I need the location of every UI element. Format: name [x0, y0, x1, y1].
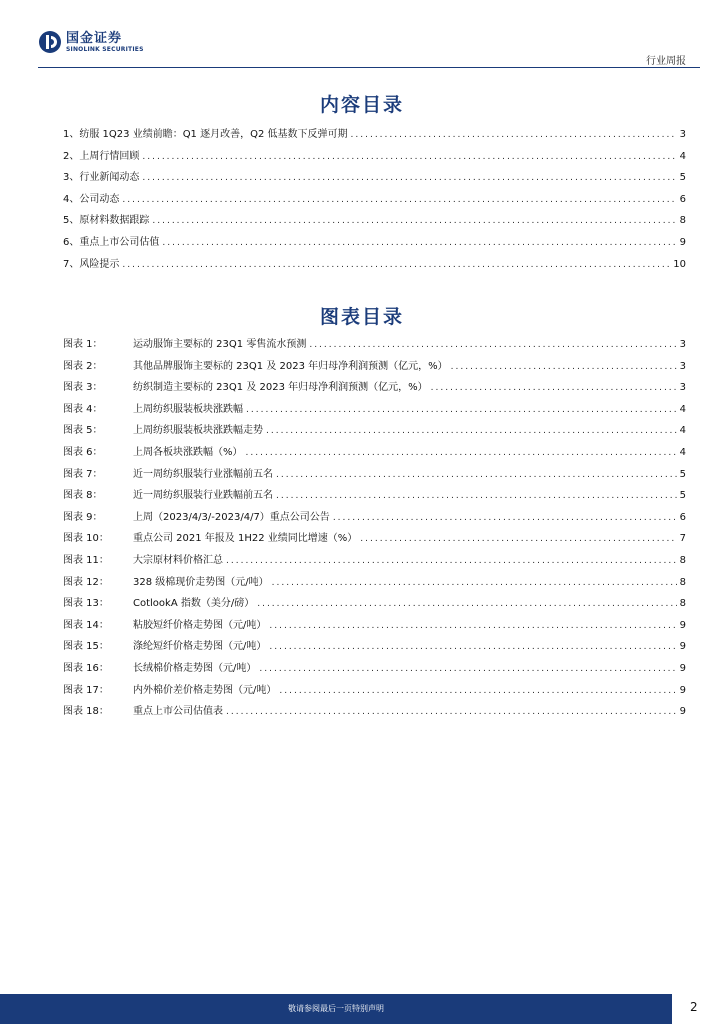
header-divider [38, 67, 700, 68]
toc-entry-text: 上周纺织服装板块涨跌幅 [133, 403, 243, 415]
toc-entry-text: 上周纺织服装板块涨跌幅走势 [133, 425, 263, 437]
toc-entry-label: 图表 11： [63, 554, 109, 566]
toc-entry[interactable] [63, 255, 686, 277]
toc-entry-label: 7、 [63, 258, 80, 270]
page-header [0, 0, 724, 70]
toc-entry[interactable] [63, 637, 686, 659]
toc-leader-dots [272, 578, 677, 588]
toc-entry[interactable] [63, 125, 686, 147]
toc-entry-label: 图表 5： [63, 425, 103, 437]
toc-entry[interactable] [63, 443, 686, 465]
toc-entry-label: 图表 15： [63, 641, 109, 653]
toc-entry-label: 图表 8： [63, 490, 103, 502]
toc-entry-text: 近一周纺织服装行业跌幅前五名 [133, 490, 273, 502]
toc-leader-dots [162, 238, 676, 248]
toc-entry-text: 大宗原材料价格汇总 [133, 554, 223, 566]
toc-leader-dots [246, 405, 677, 415]
toc-entry-text: 粘胶短纤价格走势图（元/吨） [133, 619, 267, 631]
toc-entry-page: 8 [679, 215, 686, 227]
toc-entry-page: 3 [679, 339, 686, 350]
toc-leader-dots [142, 152, 676, 162]
toc-entry-page: 5 [679, 490, 686, 502]
toc-entry[interactable] [63, 659, 686, 681]
toc-entry-label: 图表 1： [63, 339, 103, 350]
toc-leader-dots [142, 173, 676, 183]
toc-entry-page: 3 [679, 382, 686, 394]
toc-entry-page: 6 [679, 193, 686, 205]
toc-entry[interactable] [63, 400, 686, 422]
toc-entry-label: 图表 6： [63, 446, 103, 458]
toc-entry-text: 上周行情回顾 [79, 150, 140, 162]
toc-entry[interactable] [63, 190, 686, 212]
toc-leader-dots [431, 383, 677, 393]
toc-leader-dots [257, 599, 676, 609]
toc-entry-page: 4 [679, 150, 686, 162]
toc-leader-dots [226, 556, 677, 566]
toc-leader-dots [259, 664, 676, 674]
toc-entry-page: 9 [679, 236, 686, 248]
toc-entry-text: CotlookA 指数（美分/磅） [133, 598, 255, 610]
toc-entry-text: 328 级棉现价走势图（元/吨） [133, 576, 269, 588]
toc-entry[interactable] [63, 357, 686, 379]
toc-entry[interactable] [63, 702, 686, 724]
toc-entry-text: 公司动态 [79, 193, 120, 205]
toc-entry-label: 图表 3： [63, 382, 103, 394]
toc-entry-text: 行业新闻动态 [79, 172, 140, 184]
toc-entry-page: 9 [679, 706, 686, 718]
toc-entry[interactable] [63, 233, 686, 255]
toc-entry-label: 1、 [63, 129, 80, 140]
toc-entry-page: 9 [679, 684, 686, 696]
toc-leader-dots [333, 513, 677, 523]
toc-entry-label: 6、 [63, 236, 80, 248]
toc-entry[interactable] [63, 594, 686, 616]
toc-entry-page: 5 [679, 172, 686, 184]
toc-entry-page: 10 [673, 258, 686, 270]
report-type-label: 行业周报 [646, 56, 686, 67]
toc-leader-dots [226, 707, 677, 717]
toc-entry-text: 纺织制造主要标的 23Q1 及 2023 年归母净利润预测（亿元，%） [133, 382, 428, 394]
toc-entry-label: 图表 2： [63, 360, 103, 372]
toc-entry-text: 纺服 1Q23 业绩前瞻：Q1 逐月改善，Q2 低基数下反弹可期 [79, 129, 348, 140]
toc-leader-dots [266, 426, 677, 436]
toc-entry-page: 4 [679, 425, 686, 437]
sinolink-logo-icon [38, 30, 62, 54]
toc-leader-dots [309, 340, 676, 350]
toc-entry[interactable] [63, 616, 686, 638]
toc-entry[interactable] [63, 335, 686, 357]
toc-entry-text: 上周各板块涨跌幅（%） [133, 446, 243, 458]
toc-entry[interactable] [63, 465, 686, 487]
toc-entry-page: 9 [679, 662, 686, 674]
toc-entry-text: 其他品牌服饰主要标的 23Q1 及 2023 年归母净利润预测（亿元，%） [133, 360, 448, 372]
page-number: 2 [690, 1000, 698, 1014]
toc-entry-text: 重点上市公司估值 [79, 236, 160, 248]
toc-entry[interactable] [63, 168, 686, 190]
toc-leader-dots [152, 216, 676, 226]
toc-entry-text: 长绒棉价格走势图（元/吨） [133, 662, 257, 674]
company-logo [38, 30, 144, 54]
toc-entry[interactable] [63, 421, 686, 443]
toc-leader-dots [276, 470, 677, 480]
toc-leader-dots [279, 686, 676, 696]
toc-entry-label: 图表 4： [63, 403, 103, 415]
toc-entry-label: 4、 [63, 193, 80, 205]
toc-leader-dots [122, 260, 670, 270]
content-toc-title: 内容目录 [319, 94, 404, 116]
toc-entry[interactable] [63, 551, 686, 573]
toc-entry-label: 图表 7： [63, 468, 103, 480]
page-footer [0, 994, 724, 1024]
toc-entry-text: 近一周纺织服装行业涨幅前五名 [133, 468, 273, 480]
toc-entry-text: 重点公司 2021 年报及 1H22 业绩同比增速（%） [133, 533, 358, 545]
figure-toc-title: 图表目录 [319, 306, 404, 328]
toc-entry[interactable] [63, 508, 686, 530]
toc-entry[interactable] [63, 147, 686, 169]
toc-leader-dots [269, 642, 676, 652]
toc-entry-label: 图表 10： [63, 533, 109, 545]
toc-entry-text: 运动服饰主要标的 23Q1 零售流水预测 [133, 339, 307, 350]
toc-leader-dots [122, 195, 676, 205]
toc-entry[interactable] [63, 378, 686, 400]
figure-toc-list [63, 335, 686, 724]
logo-english-name: SINOLINK SECURITIES [66, 45, 144, 53]
toc-entry-text: 涤纶短纤价格走势图（元/吨） [133, 641, 267, 653]
footer-bar [0, 994, 672, 1024]
toc-entry-page: 8 [679, 598, 686, 610]
toc-entry-text: 原材料数据跟踪 [79, 215, 150, 227]
toc-entry-label: 图表 16： [63, 662, 109, 674]
toc-leader-dots [351, 130, 677, 140]
toc-entry-page: 5 [679, 468, 686, 480]
toc-entry-text: 风险提示 [79, 258, 120, 270]
toc-entry-page: 8 [679, 576, 686, 588]
toc-entry-page: 4 [679, 446, 686, 458]
toc-entry-label: 5、 [63, 215, 80, 227]
toc-entry[interactable] [63, 573, 686, 595]
toc-entry-label: 图表 14： [63, 619, 109, 631]
toc-leader-dots [246, 448, 677, 458]
toc-entry-text: 内外棉价差价格走势图（元/吨） [133, 684, 277, 696]
toc-entry-page: 3 [679, 360, 686, 372]
content-toc-list [63, 125, 686, 276]
toc-entry[interactable] [63, 681, 686, 703]
toc-entry-page: 7 [679, 533, 686, 545]
toc-entry-label: 图表 13： [63, 598, 109, 610]
toc-entry-text: 重点上市公司估值表 [133, 706, 223, 718]
toc-entry-label: 图表 18： [63, 706, 109, 718]
toc-entry-page: 6 [679, 511, 686, 523]
footer-disclaimer: 敬请参阅最后一页特别声明 [288, 1004, 384, 1013]
toc-entry[interactable] [63, 529, 686, 551]
toc-entry-page: 3 [679, 129, 686, 140]
logo-chinese-name: 国金证券 [66, 30, 123, 46]
toc-entry-label: 图表 9： [63, 511, 103, 523]
toc-entry-page: 9 [679, 641, 686, 653]
toc-entry-label: 图表 17： [63, 684, 109, 696]
toc-leader-dots [451, 362, 677, 372]
toc-entry-page: 4 [679, 403, 686, 415]
toc-entry[interactable] [63, 486, 686, 508]
toc-entry-label: 图表 12： [63, 576, 109, 588]
toc-entry-page: 8 [679, 554, 686, 566]
toc-entry-page: 9 [679, 619, 686, 631]
toc-leader-dots [360, 534, 676, 544]
toc-entry[interactable] [63, 211, 686, 233]
toc-leader-dots [276, 491, 677, 501]
toc-entry-text: 上周（2023/4/3/-2023/4/7）重点公司公告 [133, 511, 330, 523]
toc-leader-dots [269, 621, 676, 631]
toc-entry-label: 3、 [63, 172, 80, 184]
toc-entry-label: 2、 [63, 150, 80, 162]
